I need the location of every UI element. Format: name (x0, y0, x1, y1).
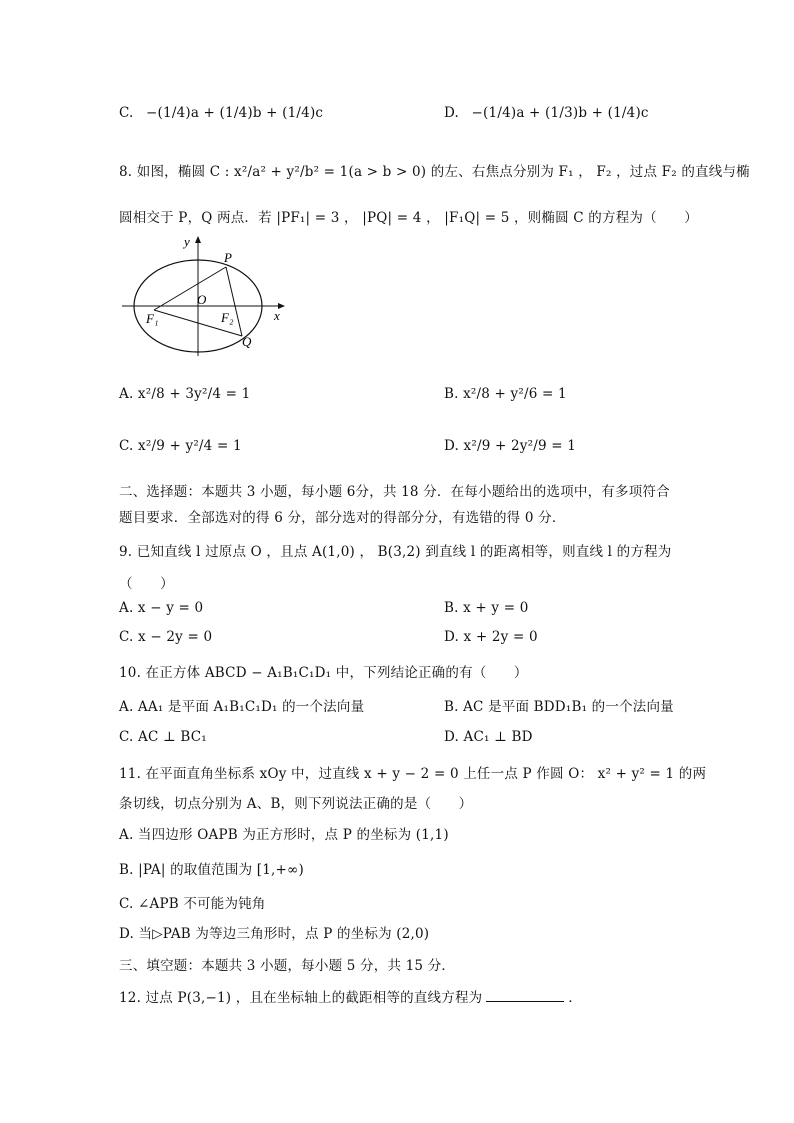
q12-text-before: 12. 过点 P(3,−1) ，且在坐标轴上的截距相等的直线方程为 (119, 990, 483, 1006)
q7-option-c-label: C. (119, 105, 134, 121)
section3-heading: 三、填空题：本题共 3 小题，每小题 5 分，共 15 分． (119, 958, 456, 974)
q11-option-c: C. ∠APB 不可能为钝角 (119, 896, 266, 912)
q10-option-d: D. AC₁ ⊥ BD (444, 729, 533, 745)
q7-option-d-label: D. (444, 105, 460, 121)
q12-answer-blank (486, 989, 564, 1002)
q11-stem-line1: 11. 在平面直角坐标系 xOy 中，过直线 x + y − 2 = 0 上任一点 P 作圆 O： x² + y² = 1 的两 (119, 766, 707, 782)
q11-option-d: D. 当▷PAB 为等边三角形时，点 P 的坐标为 (2,0) (119, 926, 430, 942)
q9-option-d: D. x + 2y = 0 (444, 629, 538, 645)
q11-option-b: B. |PA| 的取值范围为 [1,+∞) (119, 862, 304, 878)
q10-option-b: B. AC 是平面 BDD₁B₁ 的一个法向量 (444, 699, 674, 715)
q9-option-b: B. x + y = 0 (444, 600, 529, 616)
q8-stem-line2: 圆相交于 P，Q 两点．若 |PF₁| = 3 ， |PQ| = 4 ， |F₁Q| = 5 ，则椭圆 C 的方程为（ ） (119, 210, 698, 226)
q9-option-c: C. x − 2y = 0 (119, 629, 213, 645)
q9-option-a: A. x − y = 0 (119, 600, 204, 616)
label-y: y (184, 234, 190, 249)
section2-line2: 题目要求．全部选对的得 6 分，部分选对的得部分分，有选错的得 0 分． (119, 510, 566, 526)
q11-option-a: A. 当四边形 OAPB 为正方形时，点 P 的坐标为 (1,1) (119, 827, 449, 843)
q8-option-d: D. x²/9 + 2y²/9 = 1 (444, 438, 577, 454)
q10-stem: 10. 在正方体 ABCD − A₁B₁C₁D₁ 中，下列结论正确的有（ ） (119, 665, 528, 681)
q7-option-d (444, 105, 649, 121)
q7-option-c (119, 105, 323, 121)
q8-option-c: C. x²/9 + y²/4 = 1 (119, 438, 242, 454)
q7-option-d-expr: −(1/4)a + (1/3)b + (1/4)c (471, 105, 649, 121)
q7-option-c-expr: −(1/4)a + (1/4)b + (1/4)c (146, 105, 324, 121)
q12-stem (119, 986, 582, 1006)
q8-stem-line1: 8. 如图，椭圆 C : x²/a² + y²/b² = 1(a > b > 0) 的左、右焦点分别为 F₁ ， F₂ ，过点 F₂ 的直线与椭 (119, 164, 750, 180)
y-axis-arrow-icon (195, 236, 201, 243)
q10-option-a: A. AA₁ 是平面 A₁B₁C₁D₁ 的一个法向量 (119, 699, 365, 715)
ellipse-figure (118, 232, 298, 360)
label-q: Q (242, 334, 252, 349)
q9-stem-line2: （ ） (119, 576, 174, 592)
q11-stem-line2: 条切线，切点分别为 A、B，则下列说法正确的是（ ） (119, 796, 473, 812)
label-p: P (224, 250, 232, 265)
segment-p-q (226, 267, 242, 336)
q12-text-after: ． (568, 990, 583, 1006)
label-f1: F₁ (146, 311, 159, 326)
label-x: x (274, 308, 280, 323)
q8-option-b: B. x²/8 + y²/6 = 1 (444, 386, 567, 402)
q8-option-a: A. x²/8 + 3y²/4 = 1 (119, 386, 251, 402)
label-f2: F₂ (221, 310, 234, 325)
segment-f1-p (154, 267, 226, 310)
section2-line1: 二、选择题：本题共 3 小题，每小题 6分，共 18 分．在每小题给出的选项中，有多项符合 (119, 484, 670, 500)
q10-option-c: C. AC ⊥ BC₁ (119, 729, 207, 745)
q9-stem-line1: 9. 已知直线 l 过原点 O ，且点 A(1,0) ， B(3,2) 到直线 l 的距离相等，则直线 l 的方程为 (119, 544, 672, 560)
label-o: O (197, 292, 207, 307)
